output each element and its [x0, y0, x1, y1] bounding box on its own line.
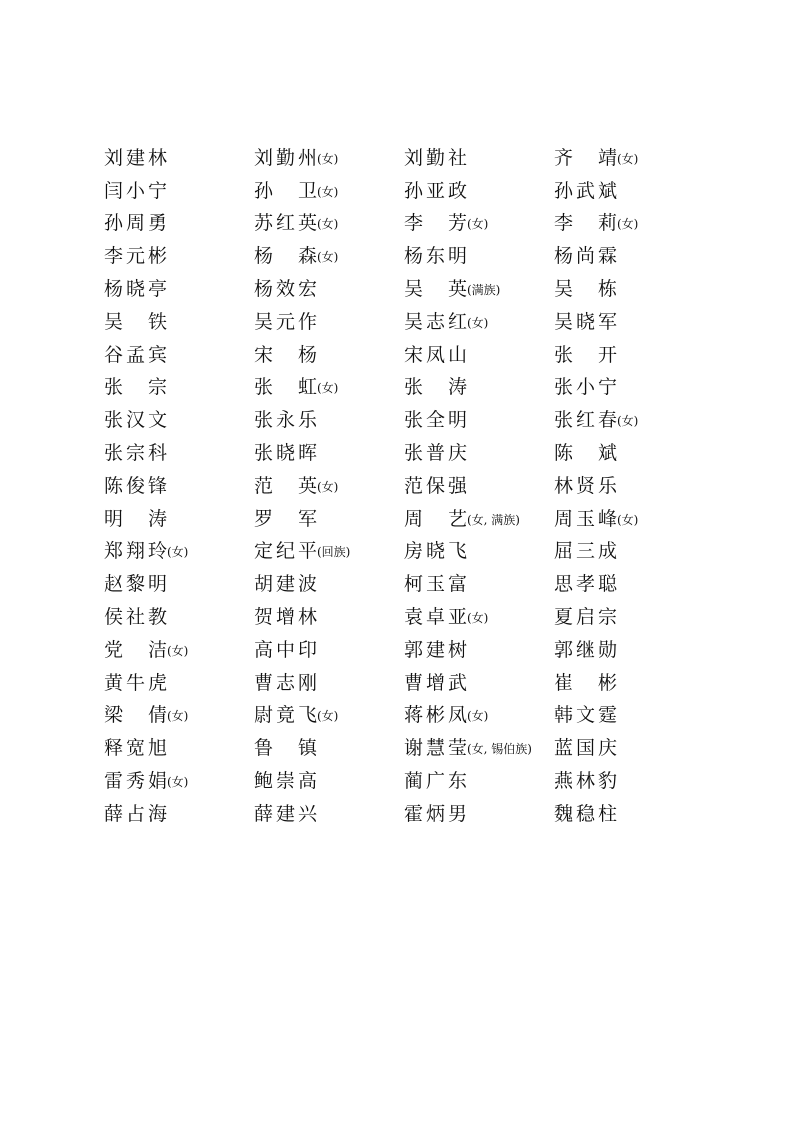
person-name: 韩文霆 [554, 704, 621, 727]
name-entry [254, 474, 404, 497]
name-entry [254, 507, 404, 530]
person-note: (女) [617, 151, 639, 166]
person-name: 定纪平 [254, 540, 321, 563]
person-name: 张宗科 [104, 442, 171, 465]
person-name: 范 英 [254, 474, 321, 497]
person-name: 霍炳男 [404, 802, 471, 825]
person-name: 张 涛 [404, 376, 471, 399]
person-name: 杨晓亭 [104, 278, 171, 301]
name-entry [404, 542, 554, 561]
name-row [104, 470, 664, 503]
person-name: 郑翔玲 [104, 540, 171, 563]
person-note: (女) [467, 315, 489, 330]
person-note: (女) [317, 381, 339, 396]
name-entry [254, 542, 404, 561]
person-note: (女) [467, 709, 489, 724]
name-entry [554, 343, 664, 366]
name-entry [404, 638, 554, 661]
name-entry [104, 542, 254, 561]
person-name: 赵黎明 [104, 573, 171, 596]
person-name: 孙 卫 [254, 179, 321, 202]
person-name: 鲍崇高 [254, 770, 321, 793]
person-note: (女) [167, 709, 189, 724]
person-name: 周玉峰 [554, 507, 621, 530]
name-entry [104, 214, 254, 233]
person-name: 郭继勋 [554, 638, 621, 661]
person-note: (女) [167, 775, 189, 790]
name-entry [254, 802, 404, 825]
name-row [104, 404, 664, 437]
name-entry [554, 214, 664, 233]
person-name: 张普庆 [404, 442, 471, 465]
person-name: 宋凤山 [404, 343, 471, 366]
person-name: 贺增林 [254, 606, 321, 629]
name-entry [254, 343, 404, 366]
person-name: 吴晓军 [554, 310, 621, 333]
person-name: 李 芳 [404, 212, 471, 235]
person-name: 张汉文 [104, 409, 171, 432]
person-note: (女) [167, 545, 189, 560]
name-entry [404, 247, 554, 266]
name-entry [554, 247, 664, 266]
person-name: 张全明 [404, 409, 471, 432]
name-entry [254, 378, 404, 397]
name-row [104, 339, 664, 372]
name-entry [404, 706, 554, 725]
name-entry [554, 310, 664, 333]
person-name: 谢慧莹 [404, 737, 471, 760]
person-name: 明 涛 [104, 507, 171, 530]
person-name: 李 莉 [554, 212, 621, 235]
person-name: 夏启宗 [554, 606, 621, 629]
name-row [104, 208, 664, 241]
person-note: (女) [317, 184, 339, 199]
person-name: 刘勤社 [404, 146, 471, 169]
name-entry [404, 507, 554, 530]
person-name: 高中印 [254, 638, 321, 661]
name-entry [554, 739, 664, 758]
name-row [104, 667, 664, 700]
name-entry [554, 507, 664, 530]
person-name: 释宽旭 [104, 737, 171, 760]
name-entry [104, 146, 254, 169]
person-name: 雷秀娟 [104, 770, 171, 793]
name-entry [104, 280, 254, 299]
name-entry [404, 575, 554, 594]
person-name: 吴元作 [254, 310, 321, 333]
person-name: 房晓飞 [404, 540, 471, 563]
person-name: 薛占海 [104, 802, 171, 825]
name-entry [254, 575, 404, 594]
person-name: 孙亚政 [404, 179, 471, 202]
person-note: (女) [617, 512, 639, 527]
person-name: 张 开 [554, 343, 621, 366]
person-name: 孙武斌 [554, 179, 621, 202]
person-name: 胡建波 [254, 573, 321, 596]
person-name: 李元彬 [104, 245, 171, 268]
name-entry [404, 310, 554, 333]
name-row [104, 732, 664, 765]
person-name: 谷孟宾 [104, 343, 171, 366]
name-entry [404, 146, 554, 169]
name-entry [404, 214, 554, 233]
name-entry [404, 474, 554, 497]
person-name: 党 洁 [104, 638, 171, 661]
person-name: 蒋彬凤 [404, 704, 471, 727]
person-name: 黄牛虎 [104, 671, 171, 694]
name-entry [104, 411, 254, 430]
person-name: 周 艺 [404, 507, 471, 530]
person-name: 孙周勇 [104, 212, 171, 235]
name-entry [254, 739, 404, 758]
person-note: (女) [617, 217, 639, 232]
name-entry [104, 671, 254, 694]
name-entry [404, 444, 554, 463]
name-row [104, 175, 664, 208]
name-entry [104, 608, 254, 627]
name-entry [254, 671, 404, 694]
name-entry [554, 802, 664, 825]
person-name: 梁 倩 [104, 704, 171, 727]
name-row [104, 601, 664, 634]
person-name: 林贤乐 [554, 474, 621, 497]
name-entry [104, 310, 254, 333]
person-name: 侯社教 [104, 606, 171, 629]
name-entry [404, 739, 554, 758]
name-entry [254, 608, 404, 627]
name-entry [404, 343, 554, 366]
person-name: 曹增武 [404, 671, 471, 694]
name-row [104, 765, 664, 798]
person-name: 屈三成 [554, 540, 621, 563]
name-entry [104, 739, 254, 758]
name-entry [404, 802, 554, 825]
person-note: (女) [467, 217, 489, 232]
name-entry [254, 280, 404, 299]
person-name: 吴 栋 [554, 278, 621, 301]
name-entry [104, 772, 254, 791]
name-entry [254, 706, 404, 725]
name-entry [554, 575, 664, 594]
name-entry [404, 772, 554, 791]
person-name: 柯玉富 [404, 573, 471, 596]
person-note: (回族) [317, 545, 351, 560]
name-entry [404, 179, 554, 202]
person-note: (女) [317, 250, 339, 265]
person-note: (女) [467, 611, 489, 626]
name-entry [254, 310, 404, 333]
name-row [104, 798, 664, 831]
person-note: (女, 满族) [467, 512, 520, 527]
name-row [104, 372, 664, 405]
person-name: 吴 铁 [104, 310, 171, 333]
name-entry [254, 179, 404, 202]
name-entry [104, 706, 254, 725]
name-entry [554, 179, 664, 202]
person-name: 蔺广东 [404, 770, 471, 793]
name-entry [554, 411, 664, 430]
person-name: 刘勤州 [254, 146, 321, 169]
person-name: 袁卓亚 [404, 606, 471, 629]
person-name: 杨 森 [254, 245, 321, 268]
name-entry [104, 247, 254, 266]
person-name: 思孝聪 [554, 573, 621, 596]
name-entry [404, 608, 554, 627]
name-row [104, 634, 664, 667]
person-note: (女) [317, 151, 339, 166]
person-note: (满族) [467, 283, 501, 298]
name-entry [254, 146, 404, 169]
person-name: 张永乐 [254, 409, 321, 432]
person-name: 范保强 [404, 474, 471, 497]
name-entry [254, 247, 404, 266]
person-name: 张小宁 [554, 376, 621, 399]
name-entry [554, 542, 664, 561]
name-entry [554, 444, 664, 463]
name-entry [554, 638, 664, 661]
name-entry [104, 343, 254, 366]
name-entry [404, 280, 554, 299]
name-entry [404, 411, 554, 430]
name-list [104, 142, 664, 831]
person-name: 齐 靖 [554, 146, 621, 169]
name-row [104, 142, 664, 175]
person-note: (女) [317, 479, 339, 494]
person-name: 郭建树 [404, 638, 471, 661]
person-name: 苏红英 [254, 212, 321, 235]
name-entry [254, 638, 404, 661]
name-row [104, 306, 664, 339]
person-name: 张 虹 [254, 376, 321, 399]
person-name: 吴 英 [404, 278, 471, 301]
name-row [104, 568, 664, 601]
name-entry [554, 146, 664, 169]
name-row [104, 536, 664, 569]
name-entry [104, 802, 254, 825]
name-entry [554, 608, 664, 627]
person-name: 曹志刚 [254, 671, 321, 694]
name-row [104, 503, 664, 536]
person-name: 尉竟飞 [254, 704, 321, 727]
person-note: (女, 锡伯族) [467, 742, 532, 757]
name-entry [404, 378, 554, 397]
person-note: (女) [617, 414, 639, 429]
person-name: 陈俊锋 [104, 474, 171, 497]
name-entry [254, 411, 404, 430]
name-entry [104, 638, 254, 661]
person-note: (女) [167, 643, 189, 658]
name-row [104, 700, 664, 733]
name-entry [554, 671, 664, 694]
person-name: 闫小宁 [104, 179, 171, 202]
person-note: (女) [317, 709, 339, 724]
name-entry [254, 444, 404, 463]
name-entry [554, 378, 664, 397]
name-row [104, 437, 664, 470]
person-name: 张 宗 [104, 376, 171, 399]
name-entry [404, 671, 554, 694]
name-entry [554, 474, 664, 497]
person-name: 张红春 [554, 409, 621, 432]
name-row [104, 273, 664, 306]
name-row [104, 240, 664, 273]
name-entry [254, 772, 404, 791]
name-entry [104, 444, 254, 463]
person-name: 陈 斌 [554, 442, 621, 465]
person-name: 杨东明 [404, 245, 471, 268]
person-name: 薛建兴 [254, 802, 321, 825]
person-name: 刘建林 [104, 146, 171, 169]
person-name: 张晓晖 [254, 442, 321, 465]
person-name: 燕林豹 [554, 770, 621, 793]
name-entry [554, 706, 664, 725]
person-name: 崔 彬 [554, 671, 621, 694]
name-entry [554, 772, 664, 791]
person-name: 杨尚霖 [554, 245, 621, 268]
person-name: 魏稳柱 [554, 802, 621, 825]
name-entry [554, 280, 664, 299]
person-name: 蓝国庆 [554, 737, 621, 760]
name-entry [104, 474, 254, 497]
person-name: 罗 军 [254, 507, 321, 530]
person-name: 鲁 镇 [254, 737, 321, 760]
person-name: 吴志红 [404, 310, 471, 333]
name-entry [104, 575, 254, 594]
name-entry [104, 507, 254, 530]
person-name: 杨效宏 [254, 278, 321, 301]
name-entry [104, 179, 254, 202]
person-note: (女) [317, 217, 339, 232]
person-name: 宋 杨 [254, 343, 321, 366]
name-entry [254, 214, 404, 233]
name-entry [104, 378, 254, 397]
